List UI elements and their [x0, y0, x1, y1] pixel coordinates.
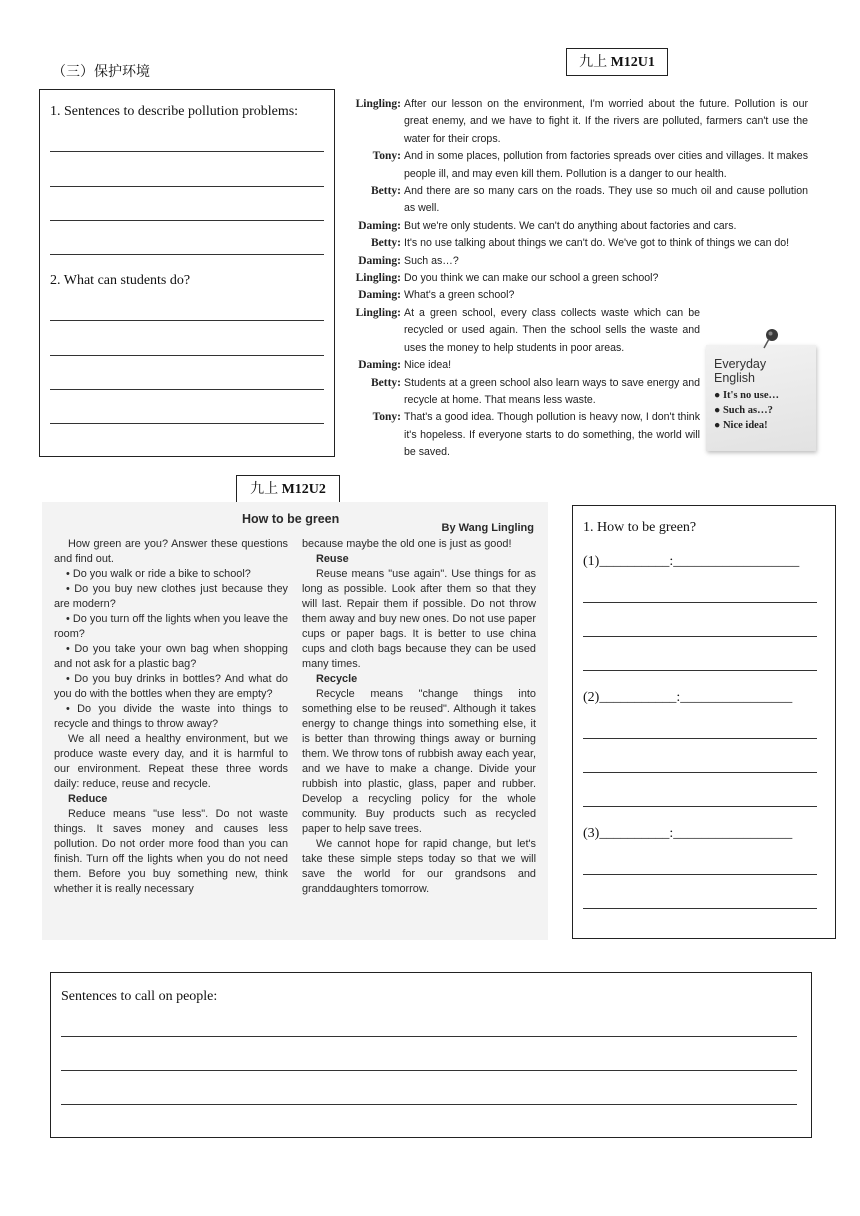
dialogue-line [352, 183, 808, 218]
answer-item-3[interactable]: (3)__________:_________________ [583, 826, 793, 841]
dialogue-line [352, 287, 808, 304]
article-paragraph: Reuse means "use again". Use things for as long as possible. Look after them so that they will last. Repair them if possible. Do not throw them away and buy new ones. Do not use paper cups or paper bags. It is better to use china cups and cloth bags because they can be used many times. [302, 568, 536, 670]
article-paragraph: How green are you? Answer these questions and find out. [54, 538, 288, 565]
unit-tag-m12u2 [236, 475, 340, 503]
dialogue-speech: Such as…? [404, 254, 459, 267]
speaker-name: Lingling: [355, 306, 401, 319]
article-left-column [54, 537, 288, 897]
unit-tag-grade: 九上 [250, 481, 279, 497]
article-title: How to be green [242, 512, 340, 526]
unit-tag-grade: 九上 [579, 54, 608, 70]
article-bullet: • Do you take your own bag when shopping and not ask for a plastic bag? [54, 643, 288, 670]
everyday-english-card [706, 345, 816, 451]
unit-tag-code: M12U1 [610, 55, 655, 70]
everyday-english-item: ● Nice idea! [714, 420, 768, 431]
article-paragraph: Recycle means "change things into something else to be reused". Although it takes energy to change things into something else, it is better than throwing things away or burning them. We throw tons of rubbish away each year, and we have to make a change. Divide your rubbish into plastic, glass, paper and rubber. Develop a recycling policy for the whole community. Buy products such as recycled paper to help save trees. [302, 688, 536, 835]
answer-item-2[interactable]: (2)___________:________________ [583, 690, 793, 705]
article-bullet: • Do you divide the waste into things to recycle and things to throw away? [54, 703, 288, 730]
everyday-english-title: Everyday English [714, 357, 767, 385]
dialogue-line [352, 253, 808, 270]
answer-line[interactable] [61, 1070, 797, 1071]
dialogue-speech: And there are so many cars on the roads. They use so much oil and cause pollution as well. [404, 185, 808, 215]
dialogue-speech: What's a green school? [404, 289, 515, 302]
pushpin-icon [758, 326, 782, 350]
answer-line[interactable] [583, 874, 817, 875]
dialogue-speech: It's no use talking about things we can't do. We've got to think of things we can do! [404, 237, 790, 250]
dialogue-line [352, 96, 808, 148]
answer-item-1[interactable]: (1)__________:__________________ [583, 554, 800, 569]
dialogue-line [352, 148, 808, 183]
answer-line[interactable] [583, 602, 817, 603]
speaker-name: Daming: [358, 254, 401, 267]
speaker-name: Lingling: [355, 272, 401, 285]
answer-line[interactable] [50, 186, 324, 187]
answer-line[interactable] [583, 670, 817, 671]
answer-line[interactable] [50, 254, 324, 255]
unit-tag-code: M12U2 [281, 482, 326, 497]
section-title: （三）保护环境 [52, 64, 150, 80]
unit-tag-m12u1 [566, 48, 668, 76]
speaker-name: Betty: [370, 376, 401, 389]
dialogue-speech: Do you think we can make our school a green school? [404, 272, 659, 285]
dialogue-line [352, 270, 808, 287]
speaker-name: Betty: [370, 237, 401, 250]
speaker-name: Tony: [372, 150, 401, 163]
speaker-name: Daming: [358, 219, 401, 232]
everyday-english-item: ● It's no use… [714, 390, 779, 401]
answer-line[interactable] [50, 320, 324, 321]
dialogue-line [352, 218, 808, 235]
answer-line[interactable] [50, 220, 324, 221]
article-heading: Reuse [316, 553, 349, 565]
article-how-to-be-green [42, 502, 548, 940]
answer-line[interactable] [583, 806, 817, 807]
article-heading: Reduce [68, 793, 108, 805]
answer-line[interactable] [583, 636, 817, 637]
article-author: By Wang Lingling [441, 522, 534, 534]
article-bullet: • Do you turn off the lights when you leave the room? [54, 613, 288, 640]
dialogue-speech: At a green school, every class collects waste which can be recycled or used again. Then the school sells the waste and uses the money to help students in poor areas. [404, 306, 700, 354]
answer-line[interactable] [50, 151, 324, 152]
everyday-english-item: ● Such as…? [714, 405, 773, 416]
article-bullet: • Do you walk or ride a bike to school? [66, 568, 251, 580]
dialogue-speech: Students at a green school also learn ways to save energy and recycle at home. That means less waste. [404, 376, 700, 406]
article-paragraph: because maybe the old one is just as good! [302, 538, 512, 550]
dialogue-speech: Nice idea! [404, 359, 452, 372]
dialogue-speech: But we're only students. We can't do anything about factories and cars. [404, 219, 737, 232]
answer-line[interactable] [583, 738, 817, 739]
answer-line[interactable] [50, 389, 324, 390]
answer-line[interactable] [61, 1036, 797, 1037]
article-paragraph: Reduce means "use less". Do not waste things. It saves money and causes less pollution. Do not order more food than you can finish. Turn off the lights when you do not need them. Before you buy something new, think whether it is really necessary [54, 808, 288, 895]
speaker-name: Betty: [370, 185, 401, 198]
answer-line[interactable] [583, 908, 817, 909]
article-bullet: • Do you buy drinks in bottles? And what do you do with the bottles when they are empty? [54, 673, 288, 700]
article-bullet: • Do you buy new clothes just because they are modern? [54, 583, 288, 610]
question-pollution-problems: 1. Sentences to describe pollution problems: [50, 104, 299, 119]
question-how-to-be-green: 1. How to be green? [583, 520, 697, 535]
article-right-column [302, 537, 536, 897]
answer-line[interactable] [61, 1104, 797, 1105]
article-paragraph: We all need a healthy environment, but we produce waste every day, and it is harmful to our environment. Repeat these three words daily: reduce, reuse and recycle. [54, 733, 288, 790]
dialogue-speech: That's a good idea. Though pollution is heavy now, I don't think it's hopeless. If everyone starts to do something, the world will be saved. [404, 411, 700, 459]
answer-line[interactable] [50, 423, 324, 424]
article-heading: Recycle [316, 673, 358, 685]
answer-line[interactable] [50, 355, 324, 356]
speaker-name: Daming: [358, 289, 401, 302]
speaker-name: Lingling: [355, 98, 401, 110]
speaker-name: Tony: [372, 411, 401, 424]
dialogue-speech: After our lesson on the environment, I'm worried about the future. Pollution is our great enemy, and we have to fight it. If the rivers are polluted, farmers can't use the water for their crops. [404, 98, 808, 145]
question-students-do: 2. What can students do? [50, 273, 191, 288]
article-paragraph: We cannot hope for rapid change, but let's take these simple steps today so that we will save the world for our grandsons and granddaughters tomorrow. [302, 838, 536, 895]
dialogue-speech: And in some places, pollution from factories spreads over cities and villages. It makes people ill, and may even kill them. Pollution is a danger to our health. [404, 150, 808, 180]
question-call-on-people: Sentences to call on people: [61, 989, 218, 1004]
answer-line[interactable] [583, 772, 817, 773]
speaker-name: Daming: [358, 359, 401, 372]
dialogue-line [352, 235, 808, 252]
